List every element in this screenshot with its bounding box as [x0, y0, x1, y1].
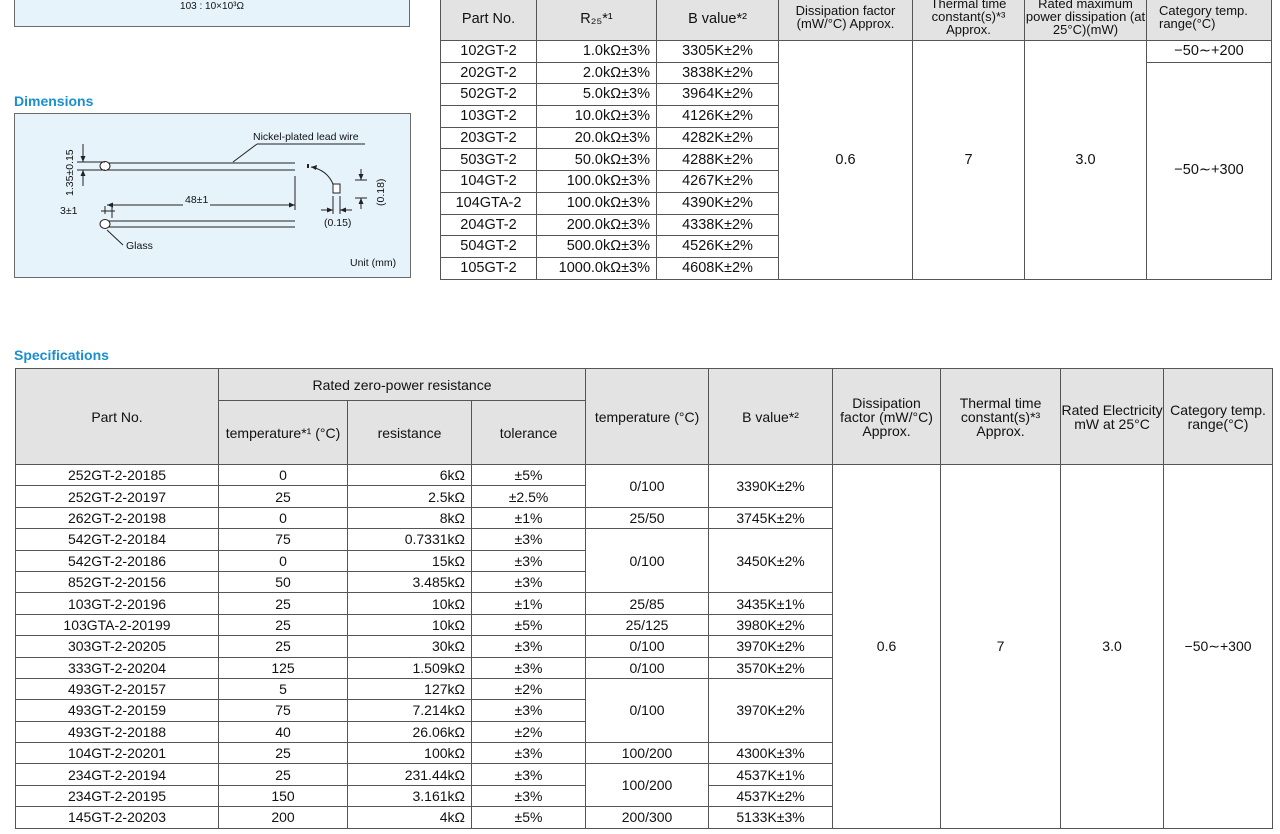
spec-col-rated-electricity: Rated Electricity mW at 25°C [1061, 369, 1164, 465]
temperature-cell: 0 [219, 507, 348, 528]
temp-range-cell: 25/50 [586, 507, 709, 528]
part-no-cell: 262GT-2-20198 [16, 507, 219, 528]
tolerance-cell: ±3% [472, 550, 586, 571]
resistance-cell: 127kΩ [348, 678, 472, 699]
tolerance-cell: ±1% [472, 593, 586, 614]
b-value-cell: 4390K±2% [657, 192, 779, 214]
r25-cell: 500.0kΩ±3% [537, 236, 657, 258]
rated-power-cell: 3.0 [1025, 41, 1147, 280]
temperature-cell: 0 [219, 465, 348, 486]
b-value-cell: 3305K±2% [657, 41, 779, 63]
table-row [16, 465, 1273, 486]
top-caption-box [14, 0, 410, 27]
temperature-cell: 25 [219, 614, 348, 635]
col-category: Category temp. range(°C) [1147, 0, 1272, 41]
b-value-cell: 4608K±2% [657, 257, 779, 279]
r25-cell: 10.0kΩ±3% [537, 106, 657, 128]
spec-col-thermal: Thermal time constant(s)*³ Approx. [941, 369, 1061, 465]
tolerance-cell: ±3% [472, 571, 586, 592]
temp-range-cell: 100/200 [586, 764, 709, 807]
tolerance-cell: ±3% [472, 636, 586, 657]
resistance-cell: 10kΩ [348, 614, 472, 635]
b-value-cell: 4288K±2% [657, 149, 779, 171]
temperature-cell: 75 [219, 529, 348, 550]
part-no-cell: 252GT-2-20197 [16, 486, 219, 507]
category-cell: −50∼+200 [1147, 41, 1272, 63]
b-value-cell: 3970K±2% [709, 678, 833, 742]
glass-label: Glass [126, 240, 153, 252]
r25-cell: 200.0kΩ±3% [537, 214, 657, 236]
b-value-cell: 3450K±2% [709, 529, 833, 593]
b-value-cell: 4282K±2% [657, 127, 779, 149]
temp-range-cell: 25/125 [586, 614, 709, 635]
part-no-cell: 493GT-2-20159 [16, 700, 219, 721]
thickness-dim: 1.35±0.15 [64, 149, 76, 196]
spec-col-rated-zero: Rated zero-power resistance [219, 369, 586, 401]
part-no-cell: 852GT-2-20156 [16, 571, 219, 592]
col-b-value: B value*² [657, 0, 779, 41]
b-value-cell: 4526K±2% [657, 236, 779, 258]
resistance-cell: 6kΩ [348, 465, 472, 486]
top-caption: 103 : 10×10³Ω [180, 1, 244, 12]
unit-label: Unit (mm) [350, 257, 397, 269]
tolerance-cell: ±3% [472, 785, 586, 806]
resistance-cell: 3.161kΩ [348, 785, 472, 806]
thermal-cell: 7 [941, 465, 1061, 829]
spec-col-b-value: B value*² [709, 369, 833, 465]
part-no-cell: 104GT-2 [441, 171, 537, 193]
temperature-cell: 0 [219, 550, 348, 571]
tolerance-cell: ±3% [472, 657, 586, 678]
b-value-cell: 4338K±2% [657, 214, 779, 236]
part-no-cell: 502GT-2 [441, 84, 537, 106]
part-no-cell: 542GT-2-20186 [16, 550, 219, 571]
resistance-cell: 8kΩ [348, 507, 472, 528]
tolerance-cell: ±1% [472, 507, 586, 528]
b-value-cell: 4537K±2% [709, 785, 833, 806]
r25-cell: 50.0kΩ±3% [537, 149, 657, 171]
temp-range-cell: 200/300 [586, 807, 709, 828]
col-dissipation: Dissipation factor (mW/°C) Approx. [779, 0, 913, 41]
part-no-cell: 203GT-2 [441, 127, 537, 149]
tolerance-cell: ±2% [472, 678, 586, 699]
temp-range-cell: 0/100 [586, 657, 709, 678]
tolerance-cell: ±5% [472, 465, 586, 486]
resistance-cell: 10kΩ [348, 593, 472, 614]
tolerance-cell: ±2.5% [472, 486, 586, 507]
resistance-cell: 30kΩ [348, 636, 472, 657]
part-no-cell: 493GT-2-20188 [16, 721, 219, 742]
temperature-cell: 25 [219, 636, 348, 657]
b-value-cell: 3745K±2% [709, 507, 833, 528]
part-no-cell: 303GT-2-20205 [16, 636, 219, 657]
dissipation-cell: 0.6 [779, 41, 913, 280]
standard-parts-table [440, 0, 1272, 280]
resistance-cell: 0.7331kΩ [348, 529, 472, 550]
specifications-title: Specifications [14, 347, 109, 363]
resistance-cell: 100kΩ [348, 743, 472, 764]
b-value-cell: 3964K±2% [657, 84, 779, 106]
dissipation-cell: 0.6 [833, 465, 941, 829]
lead-wire-label: Nickel-plated lead wire [253, 131, 359, 143]
resistance-cell: 7.214kΩ [348, 700, 472, 721]
head-dim: 3±1 [60, 205, 78, 217]
r25-cell: 1000.0kΩ±3% [537, 257, 657, 279]
dimensions-title: Dimensions [14, 93, 94, 109]
b-value-cell: 5133K±3% [709, 807, 833, 828]
temp-range-cell: 0/100 [586, 636, 709, 657]
temperature-cell: 25 [219, 593, 348, 614]
part-no-cell: 104GTA-2 [441, 192, 537, 214]
b-value-cell: 3838K±2% [657, 62, 779, 84]
dim-018: (0.18) [375, 178, 387, 206]
col-rated-power: Rated maximum power dissipation (at 25°C)(mW) [1025, 0, 1147, 41]
part-no-cell: 102GT-2 [441, 41, 537, 63]
dim-015: (0.15) [324, 217, 352, 229]
resistance-cell: 2.5kΩ [348, 486, 472, 507]
r25-cell: 20.0kΩ±3% [537, 127, 657, 149]
part-no-cell: 234GT-2-20194 [16, 764, 219, 785]
b-value-cell: 4267K±2% [657, 171, 779, 193]
r25-cell: 100.0kΩ±3% [537, 192, 657, 214]
part-no-cell: 104GT-2-20201 [16, 743, 219, 764]
r25-cell: 100.0kΩ±3% [537, 171, 657, 193]
temperature-cell: 150 [219, 785, 348, 806]
b-value-cell: 4126K±2% [657, 106, 779, 128]
rated-electricity-cell: 3.0 [1061, 465, 1164, 829]
part-no-cell: 145GT-2-20203 [16, 807, 219, 828]
r25-cell: 2.0kΩ±3% [537, 62, 657, 84]
resistance-cell: 3.485kΩ [348, 571, 472, 592]
temp-range-cell: 100/200 [586, 743, 709, 764]
length-dim: 48±1 [185, 194, 209, 206]
part-no-cell: 234GT-2-20195 [16, 785, 219, 806]
b-value-cell: 3980K±2% [709, 614, 833, 635]
tolerance-cell: ±3% [472, 700, 586, 721]
category-cell: −50∼+300 [1164, 465, 1273, 829]
tolerance-cell: ±3% [472, 764, 586, 785]
spec-col-temp: temperature*¹ (°C) [219, 401, 348, 465]
part-no-cell: 503GT-2 [441, 149, 537, 171]
part-no-cell: 493GT-2-20157 [16, 678, 219, 699]
resistance-cell: 15kΩ [348, 550, 472, 571]
temperature-cell: 125 [219, 657, 348, 678]
col-part-no: Part No. [441, 0, 537, 41]
temperature-cell: 25 [219, 764, 348, 785]
table-row [441, 41, 1272, 63]
temperature-cell: 25 [219, 743, 348, 764]
tolerance-cell: ±3% [472, 529, 586, 550]
part-no-cell: 103GT-2 [441, 106, 537, 128]
spec-col-part-no: Part No. [16, 369, 219, 465]
resistance-cell: 4kΩ [348, 807, 472, 828]
r25-cell: 5.0kΩ±3% [537, 84, 657, 106]
temp-range-cell: 0/100 [586, 465, 709, 508]
tolerance-cell: ±2% [472, 721, 586, 742]
temp-range-cell: 0/100 [586, 529, 709, 593]
resistance-cell: 231.44kΩ [348, 764, 472, 785]
b-value-cell: 4300K±3% [709, 743, 833, 764]
thermal-cell: 7 [913, 41, 1025, 280]
spec-col-tolerance: tolerance [472, 401, 586, 465]
temperature-cell: 200 [219, 807, 348, 828]
part-no-cell: 103GTA-2-20199 [16, 614, 219, 635]
temperature-cell: 75 [219, 700, 348, 721]
part-no-cell: 105GT-2 [441, 257, 537, 279]
specifications-table [15, 368, 1273, 829]
tolerance-cell: ±5% [472, 807, 586, 828]
b-value-cell: 4537K±1% [709, 764, 833, 785]
part-no-cell: 504GT-2 [441, 236, 537, 258]
part-no-cell: 252GT-2-20185 [16, 465, 219, 486]
resistance-cell: 1.509kΩ [348, 657, 472, 678]
r25-cell: 1.0kΩ±3% [537, 41, 657, 63]
category-cell: −50∼+300 [1147, 62, 1272, 279]
temperature-cell: 5 [219, 678, 348, 699]
dimensions-diagram [14, 113, 411, 278]
temp-range-cell: 25/85 [586, 593, 709, 614]
temperature-cell: 50 [219, 571, 348, 592]
part-no-cell: 542GT-2-20184 [16, 529, 219, 550]
b-value-cell: 3970K±2% [709, 636, 833, 657]
col-thermal: Thermal time constant(s)*³ Approx. [913, 0, 1025, 41]
spec-col-dissipation: Dissipation factor (mW/°C) Approx. [833, 369, 941, 465]
temp-range-cell: 0/100 [586, 678, 709, 742]
b-value-cell: 3435K±1% [709, 593, 833, 614]
spec-col-category: Category temp. range(°C) [1164, 369, 1273, 465]
temperature-cell: 40 [219, 721, 348, 742]
spec-col-resistance: resistance [348, 401, 472, 465]
tolerance-cell: ±3% [472, 743, 586, 764]
temperature-cell: 25 [219, 486, 348, 507]
b-value-cell: 3390K±2% [709, 465, 833, 508]
b-value-cell: 3570K±2% [709, 657, 833, 678]
part-no-cell: 333GT-2-20204 [16, 657, 219, 678]
part-no-cell: 202GT-2 [441, 62, 537, 84]
part-no-cell: 204GT-2 [441, 214, 537, 236]
tolerance-cell: ±5% [472, 614, 586, 635]
part-no-cell: 103GT-2-20196 [16, 593, 219, 614]
resistance-cell: 26.06kΩ [348, 721, 472, 742]
col-r25: R₂₅*¹ [537, 0, 657, 41]
spec-col-temperature: temperature (°C) [586, 369, 709, 465]
